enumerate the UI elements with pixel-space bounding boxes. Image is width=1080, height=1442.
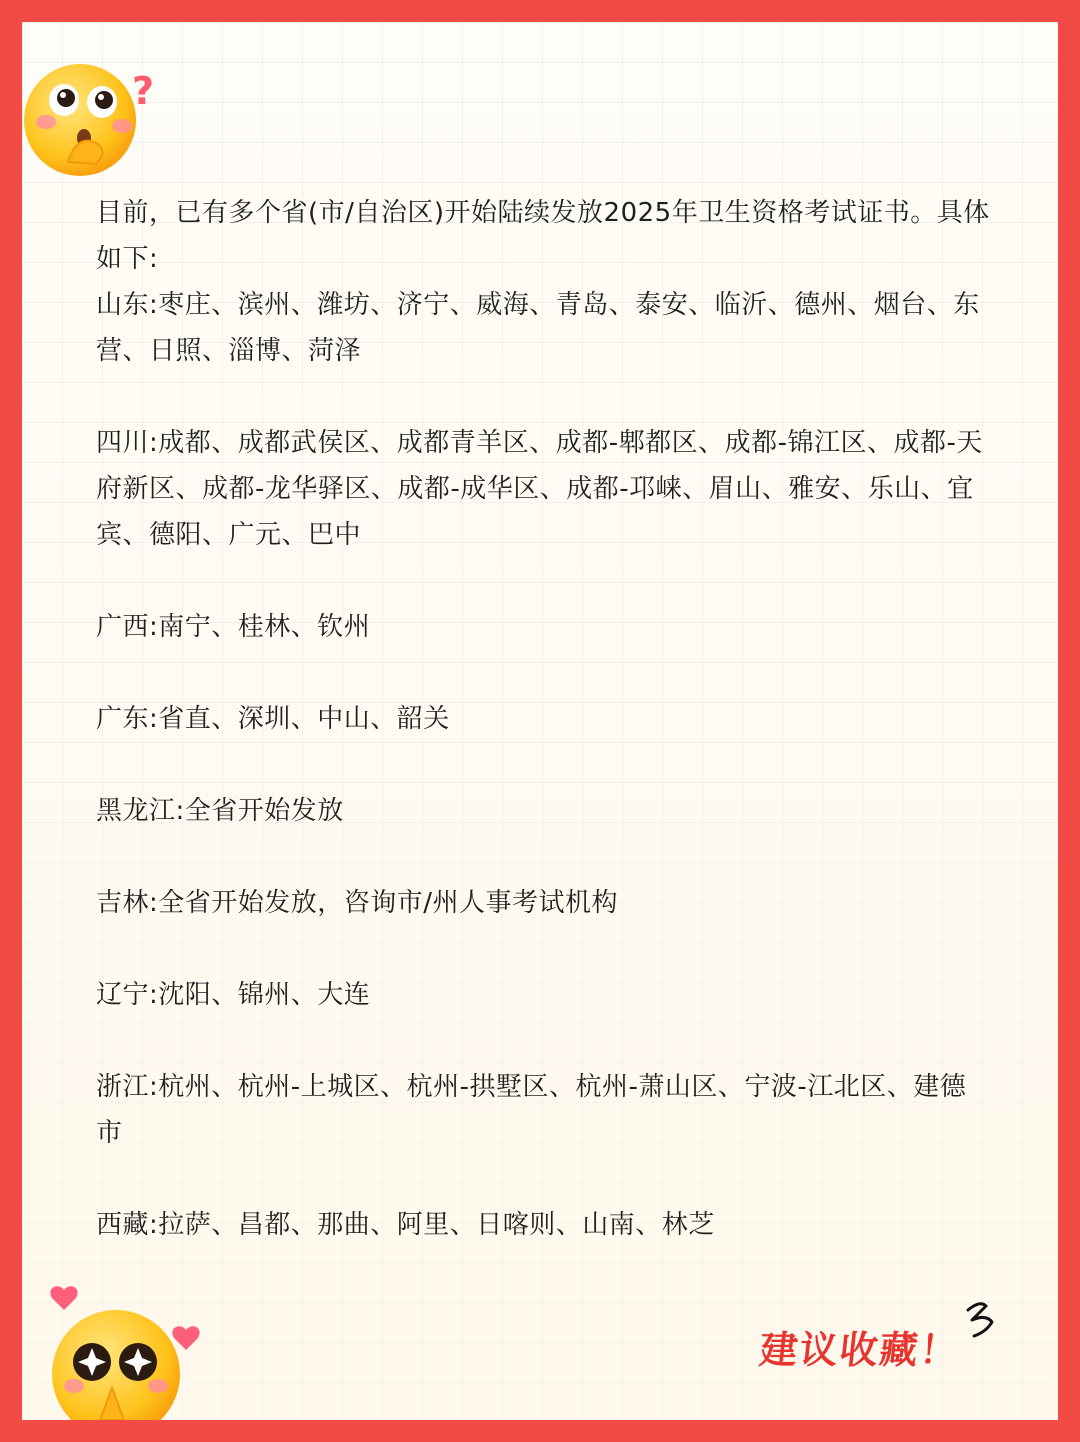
region-line: 宾、德阳、广元、巴中 [96, 520, 362, 550]
region-zhejiang [96, 1064, 1026, 1156]
region-line: 黑龙江:全省开始发放 [96, 796, 344, 826]
region-line: 广东:省直、深圳、中山、韶关 [96, 704, 450, 734]
region-heilongjiang [96, 788, 1026, 834]
region-line: 辽宁:沈阳、锦州、大连 [96, 980, 371, 1010]
starry-eyed-face-emoji-icon [32, 1270, 212, 1420]
region-line: 广西:南宁、桂林、钦州 [96, 612, 371, 642]
region-sichuan [96, 420, 1026, 558]
region-guangdong [96, 696, 1026, 742]
intro-paragraph [96, 190, 1026, 374]
intro-line: 如下: [96, 244, 159, 274]
region-line: 西藏:拉萨、昌都、那曲、阿里、日喀则、山南、林芝 [96, 1210, 715, 1240]
save-reminder [757, 1296, 1000, 1374]
intro-line: 目前，已有多个省(市/自治区)开始陆续发放2025年卫生资格考试证书。具体 [96, 198, 990, 228]
region-line: 四川:成都、成都武侯区、成都青羊区、成都-郫都区、成都-锦江区、成都-天 [96, 428, 983, 458]
region-line: 府新区、成都-龙华驿区、成都-成华区、成都-邛崃、眉山、雅安、乐山、宜 [96, 474, 974, 504]
thinking-face-emoji-icon [22, 42, 162, 182]
region-line: 市 [96, 1118, 123, 1148]
region-liaoning [96, 972, 1026, 1018]
region-shandong-line: 山东:枣庄、滨州、潍坊、济宁、威海、青岛、泰安、临沂、德州、烟台、东 [96, 290, 980, 320]
scribble-decoration-icon [962, 1296, 1000, 1354]
content-body [96, 190, 1026, 1294]
save-label: 建议收藏！ [757, 1328, 962, 1372]
region-shandong-line: 营、日照、淄博、菏泽 [96, 336, 362, 366]
note-card [22, 22, 1058, 1420]
region-xizang [96, 1202, 1026, 1248]
svg-text:?: ? [132, 69, 155, 113]
region-guangxi [96, 604, 1026, 650]
region-line: 吉林:全省开始发放，咨询市/州人事考试机构 [96, 888, 619, 918]
region-jilin [96, 880, 1026, 926]
region-line: 浙江:杭州、杭州-上城区、杭州-拱墅区、杭州-萧山区、宁波-江北区、建德 [96, 1072, 967, 1102]
